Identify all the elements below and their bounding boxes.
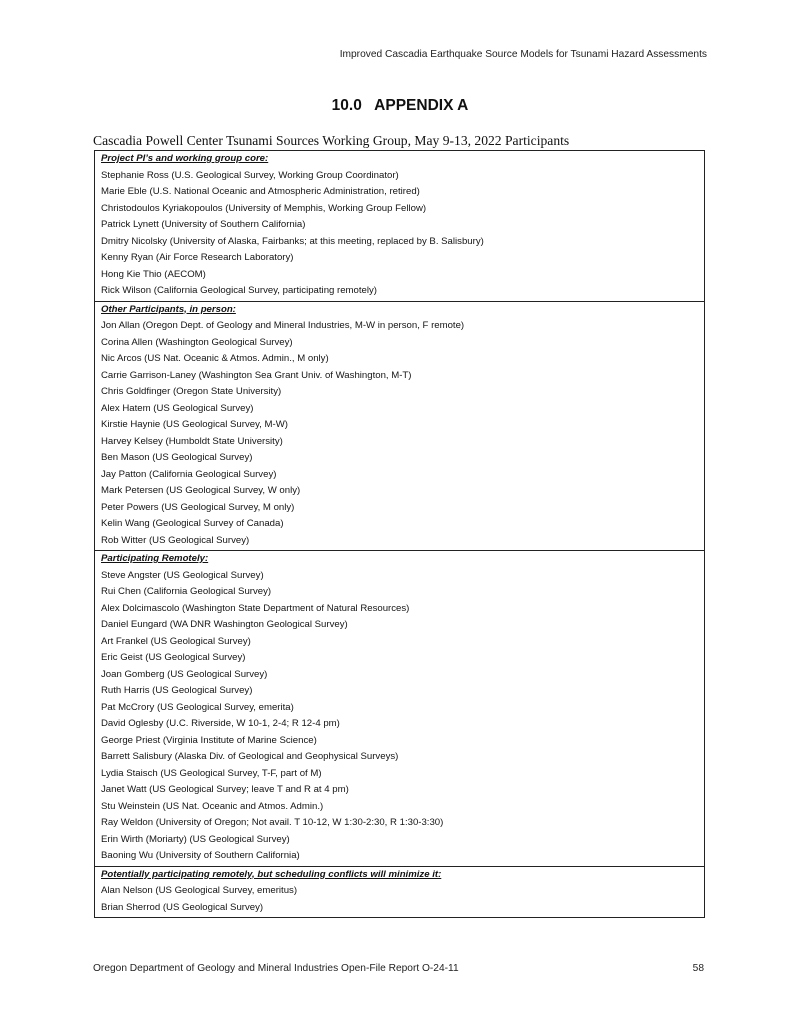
participant-row: Erin Wirth (Moriarty) (US Geological Survey) (101, 833, 290, 845)
group-heading: Project PI’s and working group core: (101, 153, 269, 164)
participant-row: Corina Allen (Washington Geological Survey) (101, 336, 293, 348)
participant-row: Christodoulos Kyriakopoulos (University of Memphis, Working Group Fellow) (101, 202, 427, 214)
participant-row: Rob Witter (US Geological Survey) (101, 534, 250, 546)
group-core (95, 151, 704, 301)
participant-row: Jay Patton (California Geological Survey) (101, 468, 277, 480)
participant-row: Janet Watt (US Geological Survey; leave T and R at 4 pm) (101, 784, 349, 795)
group-remote (95, 550, 704, 866)
participant-row: Marie Eble (U.S. National Oceanic and Atmospheric Administration, retired) (101, 186, 420, 197)
participant-row: Lydia Staisch (US Geological Survey, T-F, part of M) (101, 767, 322, 779)
participant-row: Stu Weinstein (US Nat. Oceanic and Atmos. Admin.) (101, 800, 324, 812)
participant-row: Jon Allan (Oregon Dept. of Geology and Mineral Industries, M-W in person, F remote) (101, 320, 465, 331)
participant-row: George Priest (Virginia Institute of Marine Science) (101, 734, 317, 746)
participant-row: Barrett Salisbury (Alaska Div. of Geological and Geophysical Surveys) (101, 751, 399, 762)
table-caption: Cascadia Powell Center Tsunami Sources Working Group, May 9-13, 2022 Participants (93, 133, 570, 148)
participant-row: Alex Hatem (US Geological Survey) (101, 402, 254, 414)
participant-row: Steve Angster (US Geological Survey) (101, 569, 264, 581)
group-heading: Participating Remotely: (101, 553, 209, 564)
group-in-person (95, 301, 704, 551)
group-potential-remote (95, 866, 704, 918)
appendix-title: 10.0 APPENDIX A (331, 97, 469, 114)
participant-row: Ray Weldon (University of Oregon; Not avail. T 10-12, W 1:30-2:30, R 1:30-3:30) (101, 817, 444, 828)
participant-row: Peter Powers (US Geological Survey, M only) (101, 501, 295, 513)
participant-row: Hong Kie Thio (AECOM) (101, 268, 206, 280)
participant-row: Rui Chen (California Geological Survey) (101, 586, 272, 597)
participant-row: David Oglesby (U.C. Riverside, W 10-1, 2-4; R 12-4 pm) (101, 718, 340, 729)
participant-row: Ben Mason (US Geological Survey) (101, 452, 253, 463)
participant-row: Baoning Wu (University of Southern California) (101, 850, 300, 861)
participant-row: Alex Dolcimascolo (Washington State Department of Natural Resources) (101, 602, 410, 614)
participant-row: Rick Wilson (California Geological Survey, participating remotely) (101, 285, 378, 296)
participant-row: Daniel Eungard (WA DNR Washington Geological Survey) (101, 619, 348, 630)
participant-row: Joan Gomberg (US Geological Survey) (101, 668, 268, 680)
participants-table (94, 150, 705, 918)
participant-row: Carrie Garrison-Laney (Washington Sea Grant Univ. of Washington, M-T) (101, 369, 412, 381)
footer-report: Oregon Department of Geology and Mineral Industries Open-File Report O-24-11 (93, 963, 459, 974)
page-number: 58 (692, 963, 704, 974)
participant-row: Chris Goldfinger (Oregon State University) (101, 386, 282, 397)
participant-row: Kelin Wang (Geological Survey of Canada) (101, 518, 284, 529)
participant-row: Dmitry Nicolsky (University of Alaska, Fairbanks; at this meeting, replaced by B. Salisbury) (101, 235, 484, 247)
group-heading: Potentially participating remotely, but scheduling conflicts will minimize it: (101, 868, 442, 880)
participant-row: Nic Arcos (US Nat. Oceanic & Atmos. Admin., M only) (101, 353, 329, 364)
participant-row: Kirstie Haynie (US Geological Survey, M-W) (101, 419, 288, 430)
participant-row: Brian Sherrod (US Geological Survey) (101, 901, 264, 913)
participant-row: Harvey Kelsey (Humboldt State University) (101, 435, 283, 447)
participant-row: Ruth Harris (US Geological Survey) (101, 685, 253, 696)
participant-row: Stephanie Ross (U.S. Geological Survey, Working Group Coordinator) (101, 169, 399, 181)
group-heading: Other Participants, in person: (101, 303, 236, 315)
participant-row: Kenny Ryan (Air Force Research Laboratory) (101, 252, 294, 263)
participant-row: Mark Petersen (US Geological Survey, W only) (101, 485, 301, 496)
participant-row: Eric Geist (US Geological Survey) (101, 652, 246, 663)
running-header: Improved Cascadia Earthquake Source Models for Tsunami Hazard Assessments (339, 49, 707, 60)
participant-row: Patrick Lynett (University of Southern California) (101, 219, 306, 230)
participant-row: Art Frankel (US Geological Survey) (101, 635, 251, 647)
participant-row: Pat McCrory (US Geological Survey, emerita) (101, 701, 294, 713)
participant-row: Alan Nelson (US Geological Survey, emeritus) (101, 885, 298, 896)
